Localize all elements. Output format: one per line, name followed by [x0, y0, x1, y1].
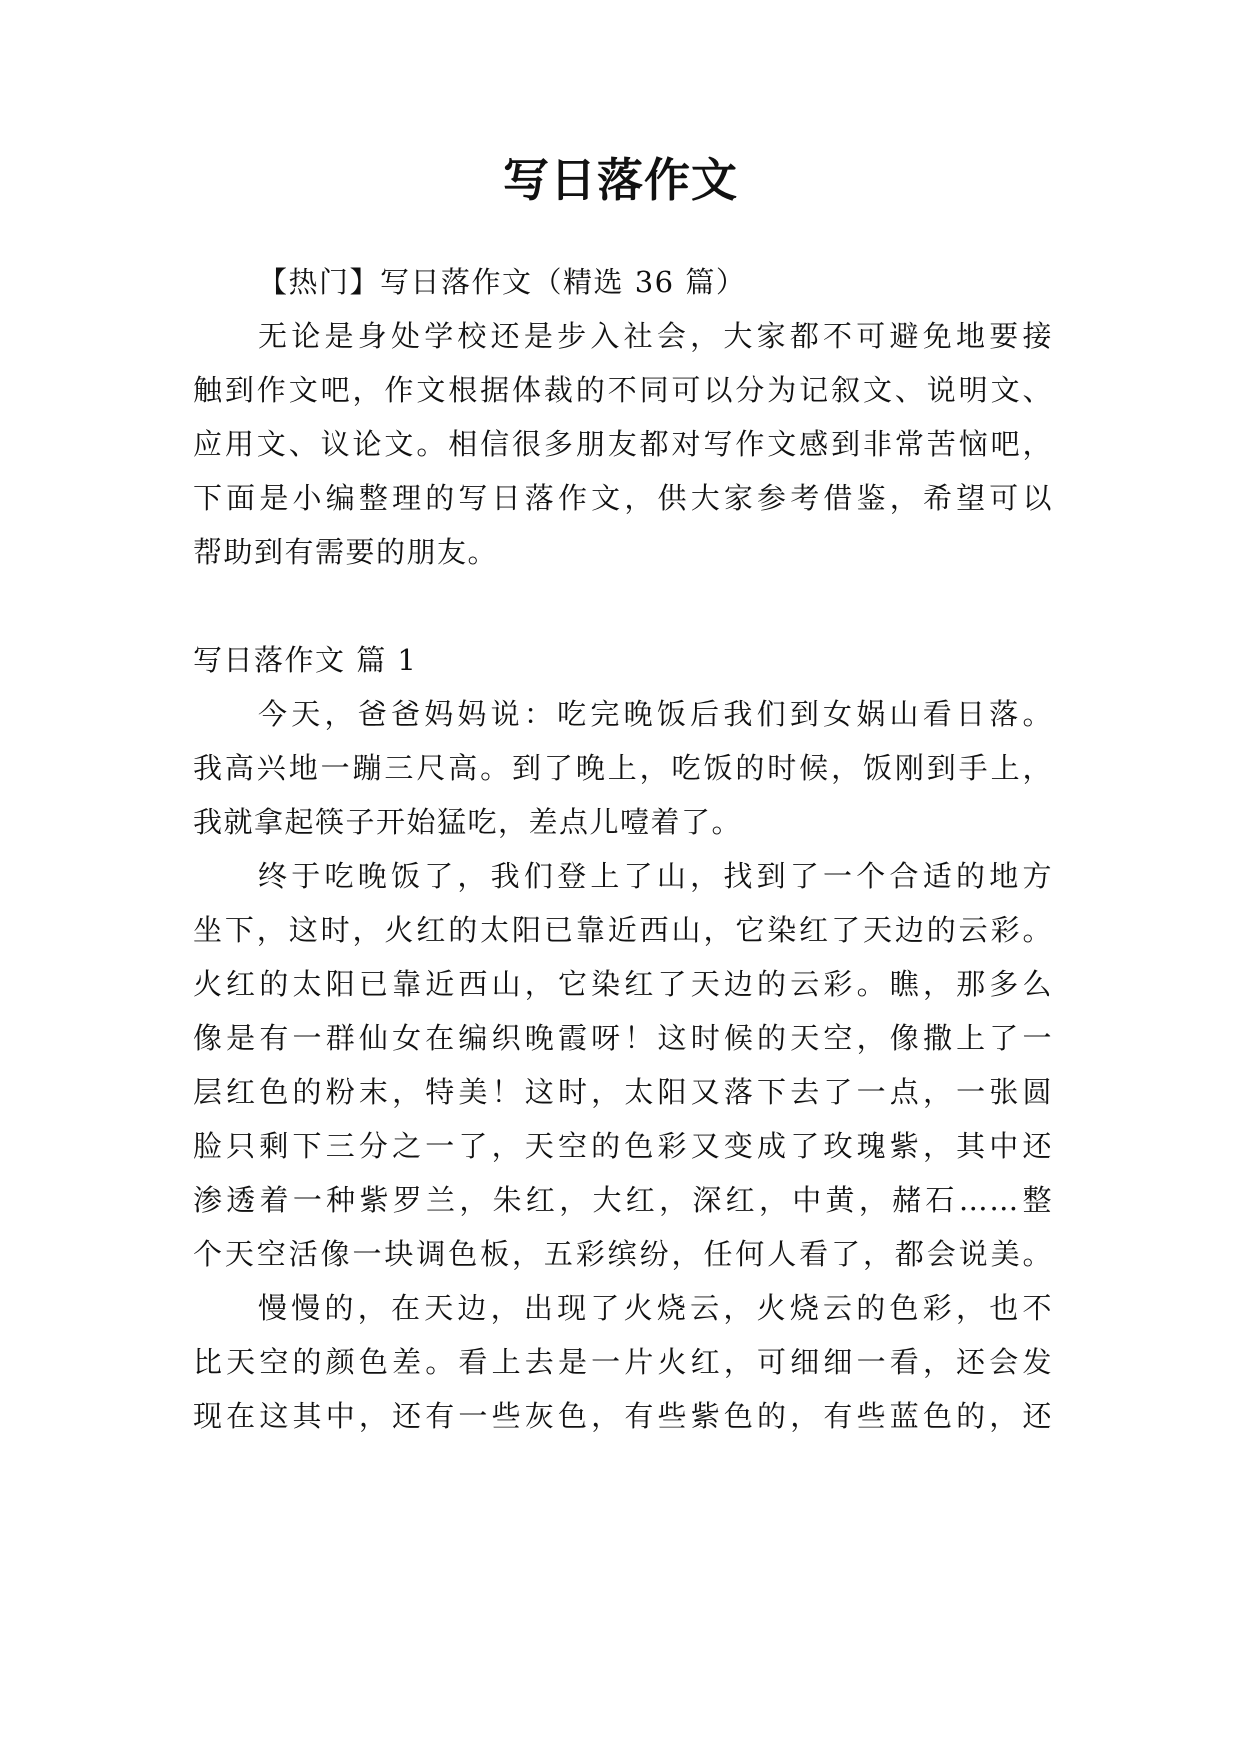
intro-line: 下面是小编整理的写日落作文，供大家参考借鉴，希望可以 — [193, 481, 1053, 515]
paragraph-line: 像是有一群仙女在编织晚霞呀！这时候的天空，像撒上了一 — [193, 1021, 1053, 1055]
paragraph-line: 我就拿起筷子开始猛吃，差点儿噎着了。 — [193, 805, 743, 839]
paragraph-line: 慢慢的，在天边，出现了火烧云，火烧云的色彩，也不 — [258, 1291, 1053, 1325]
paragraph-line: 终于吃晚饭了，我们登上了山，找到了一个合适的地方 — [258, 859, 1053, 893]
paragraph-line: 坐下，这时，火红的太阳已靠近西山，它染红了天边的云彩。 — [193, 913, 1053, 947]
paragraph-line: 个天空活像一块调色板，五彩缤纷，任何人看了，都会说美。 — [193, 1237, 1053, 1271]
paragraph-line: 渗透着一种紫罗兰，朱红，大红，深红，中黄，赭石……整 — [193, 1183, 1053, 1217]
paragraph-line: 现在这其中，还有一些灰色，有些紫色的，有些蓝色的，还 — [193, 1399, 1053, 1433]
paragraph-line: 层红色的粉末，特美！这时，太阳又落下去了一点，一张圆 — [193, 1075, 1053, 1109]
intro-line: 触到作文吧，作文根据体裁的不同可以分为记叙文、说明文、 — [193, 373, 1053, 407]
paragraph-line: 比天空的颜色差。看上去是一片火红，可细细一看，还会发 — [193, 1345, 1053, 1379]
document-title: 写日落作文 — [503, 153, 738, 207]
paragraph-line: 脸只剩下三分之一了，天空的色彩又变成了玫瑰紫，其中还 — [193, 1129, 1053, 1163]
intro-line: 应用文、议论文。相信很多朋友都对写作文感到非常苦恼吧， — [193, 427, 1053, 461]
paragraph-line: 今天，爸爸妈妈说：吃完晚饭后我们到女娲山看日落。 — [258, 697, 1053, 731]
intro-line: 帮助到有需要的朋友。 — [193, 535, 499, 569]
intro-line: 无论是身处学校还是步入社会，大家都不可避免地要接 — [258, 319, 1053, 353]
paragraph-line: 火红的太阳已靠近西山，它染红了天边的云彩。瞧，那多么 — [193, 967, 1053, 1001]
paragraph-line: 我高兴地一蹦三尺高。到了晚上，吃饭的时候，饭刚到手上， — [193, 751, 1053, 785]
section-heading: 写日落作文 篇 1 — [193, 643, 418, 677]
document-subtitle: 【热门】写日落作文（精选 36 篇） — [258, 265, 747, 299]
